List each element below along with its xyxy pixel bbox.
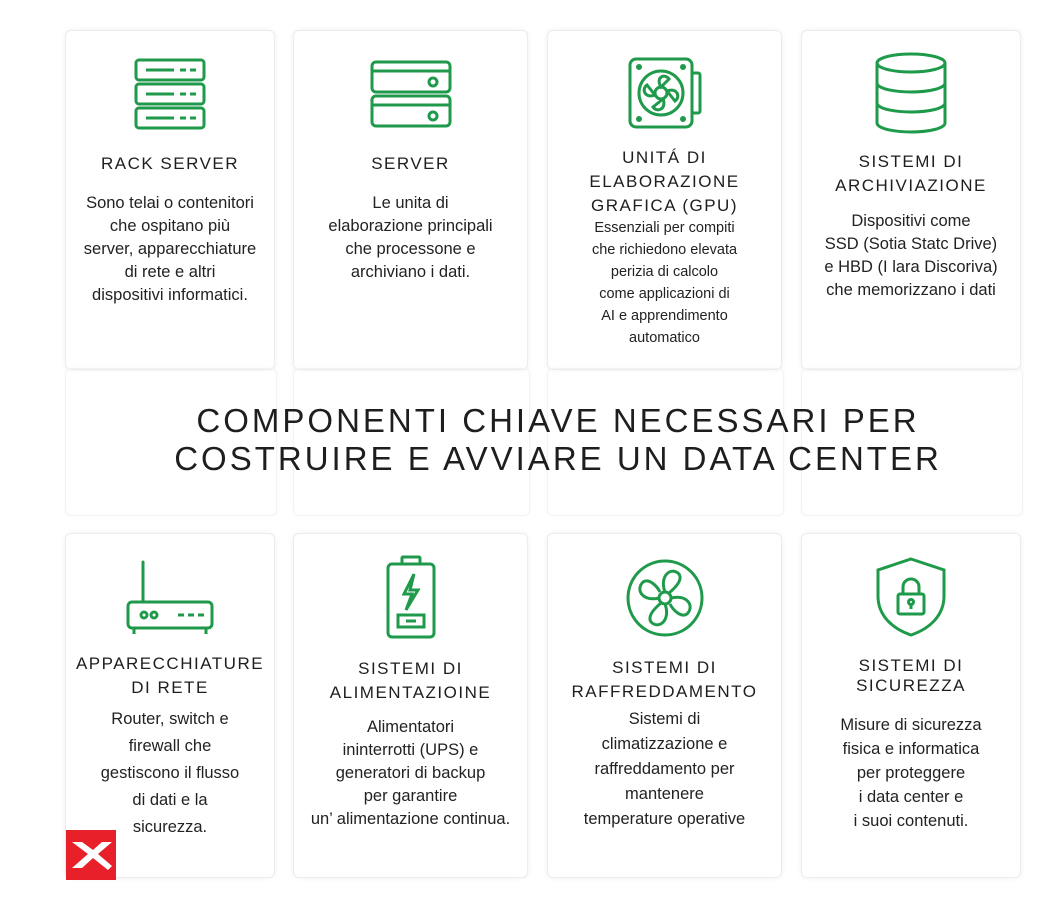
card-title: UNITÁ DI ELABORAZIONE GRAFICA (GPU) [589,148,740,215]
shield-lock-icon [874,556,948,638]
card-description: Sono telai o contenitori che ospitano più server, apparecchiature di rete e altri dispositivi informatici. [83,194,257,304]
card-description: Le unita di elaborazione principali che processone e archiviano i dati. [328,194,493,281]
card-network [65,533,275,878]
fan-icon [625,558,705,638]
card-description: Dispositivi come SSD (Sotia Statc Drive) e HBD (I lara Discoriva) che memorizzano i dati [824,212,998,299]
card-title: SISTEMI DI SICUREZZA [856,656,966,695]
battery-icon [384,554,438,640]
card-server [293,30,528,370]
card-title: RACK SERVER [100,154,240,173]
card-rack-server [65,30,275,370]
page-title: COMPONENTI CHIAVE NECESSARI PER COSTRUIRE E AVVIARE UN DATA CENTER [174,402,942,477]
card-title: SERVER [371,154,450,173]
database-icon [872,51,950,135]
server-icon [369,59,453,129]
gpu-icon [625,55,705,131]
card-gpu [547,30,782,370]
card-security [801,533,1021,878]
card-title: SISTEMI DI ARCHIVIAZIONE [835,152,987,195]
card-storage [801,30,1021,370]
brand-logo [66,830,116,880]
card-description: Router, switch e firewall che gestiscono il flusso di dati e la sicurezza. [100,710,240,836]
router-icon [122,560,218,638]
card-description: Essenziali per compiti che richiedono elevata perizia di calcolo come applicazioni di AI e apprendimento automatico [591,220,738,346]
card-power [293,533,528,878]
card-title: SISTEMI DI ALIMENTAZIOINE [329,659,492,702]
card-title: APPARECCHIATURE DI RETE [75,654,265,697]
card-description: Alimentatori ininterrotti (UPS) e generatori di backup per garantire un’ alimentazione continua. [310,718,511,828]
card-title: SISTEMI DI RAFFREDDAMENTO [571,658,758,701]
card-description: Sistemi di climatizzazione e raffreddamento per mantenere temperature operative [583,710,746,828]
x-logo-icon [66,830,116,880]
rack-server-icon [130,57,210,131]
card-cooling [547,533,782,878]
card-description: Misure di sicurezza fisica e informatica per proteggere i data center e i suoi contenuti. [840,716,982,830]
